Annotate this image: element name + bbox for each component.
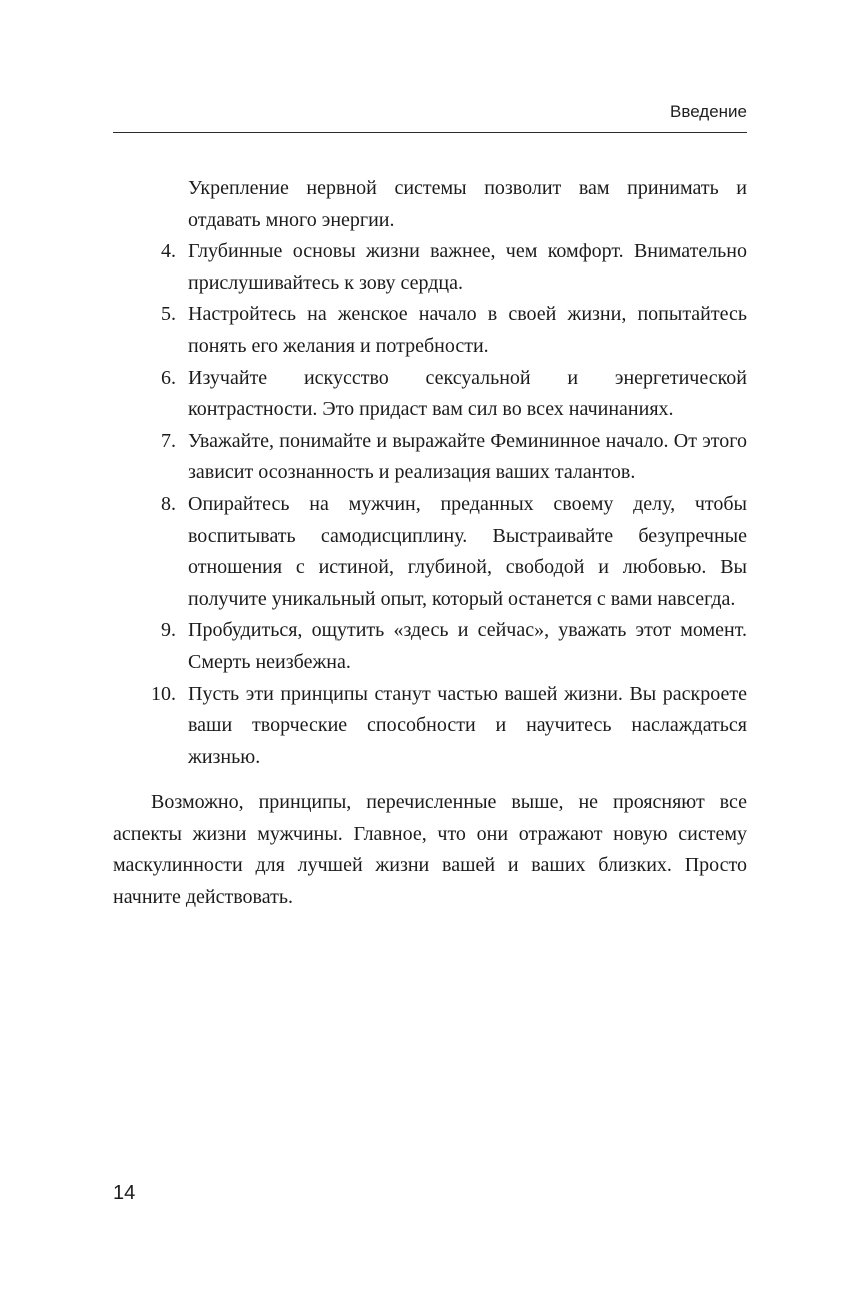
numbered-list <box>113 236 747 773</box>
list-item <box>113 679 747 774</box>
list-item <box>113 299 747 362</box>
list-item-number: 7. <box>161 429 176 452</box>
running-header <box>113 102 747 133</box>
list-item-text: Изучайте искусство сексуальной и энергетической контрастности. Это придаст вам сил во всех начинаниях. <box>188 366 747 421</box>
list-item-number: 10. <box>151 682 176 705</box>
list-item-3-continuation: Укрепление нервной системы позволит вам принимать и отдавать много энергии. <box>188 177 747 231</box>
closing-paragraph: Возможно, принципы, перечисленные выше, не проясняют все аспекты жизни мужчины. Главное, что они отражают новую систему маскулинности для лучшей жизни вашей и ваших близких. Просто начните действовать. <box>113 791 747 909</box>
list-item <box>113 363 747 426</box>
list-item <box>113 426 747 489</box>
list-item-text: Глубинные основы жизни важнее, чем комфорт. Внимательно прислушивайтесь к зову сердца. <box>188 240 747 294</box>
list-item-number: 6. <box>161 366 176 389</box>
page-body <box>113 173 747 914</box>
chapter-title: Введение <box>670 102 747 121</box>
list-item-text: Опирайтесь на мужчин, преданных своему делу, чтобы воспитывать самодисциплину. Выстраивайте безупречные отношения с истиной, глубиной, свободой и любовью. Вы получите уникальный опыт, который останется с вами навсегда. <box>188 492 747 610</box>
list-item-text: Пусть эти принципы станут частью вашей жизни. Вы раскроете ваши творческие способности и научитесь наслаждаться жизнью. <box>188 682 747 768</box>
list-item-number: 8. <box>161 492 176 515</box>
list-item-number: 4. <box>161 240 176 263</box>
list-item-number: 9. <box>161 619 176 642</box>
list-item <box>113 236 747 299</box>
list-item-text: Уважайте, понимайте и выражайте Фемининное начало. От этого зависит осознанность и реализация ваших талантов. <box>188 429 747 484</box>
list-item <box>113 489 747 615</box>
list-item-text: Пробудиться, ощутить «здесь и сейчас», уважать этот момент. Смерть неизбежна. <box>188 619 747 673</box>
list-item-number: 5. <box>161 303 176 326</box>
list-item <box>113 615 747 678</box>
page-number: 14 <box>113 1182 136 1204</box>
list-item-text: Настройтесь на женское начало в своей жизни, попытайтесь понять его желания и потребности. <box>188 303 747 357</box>
